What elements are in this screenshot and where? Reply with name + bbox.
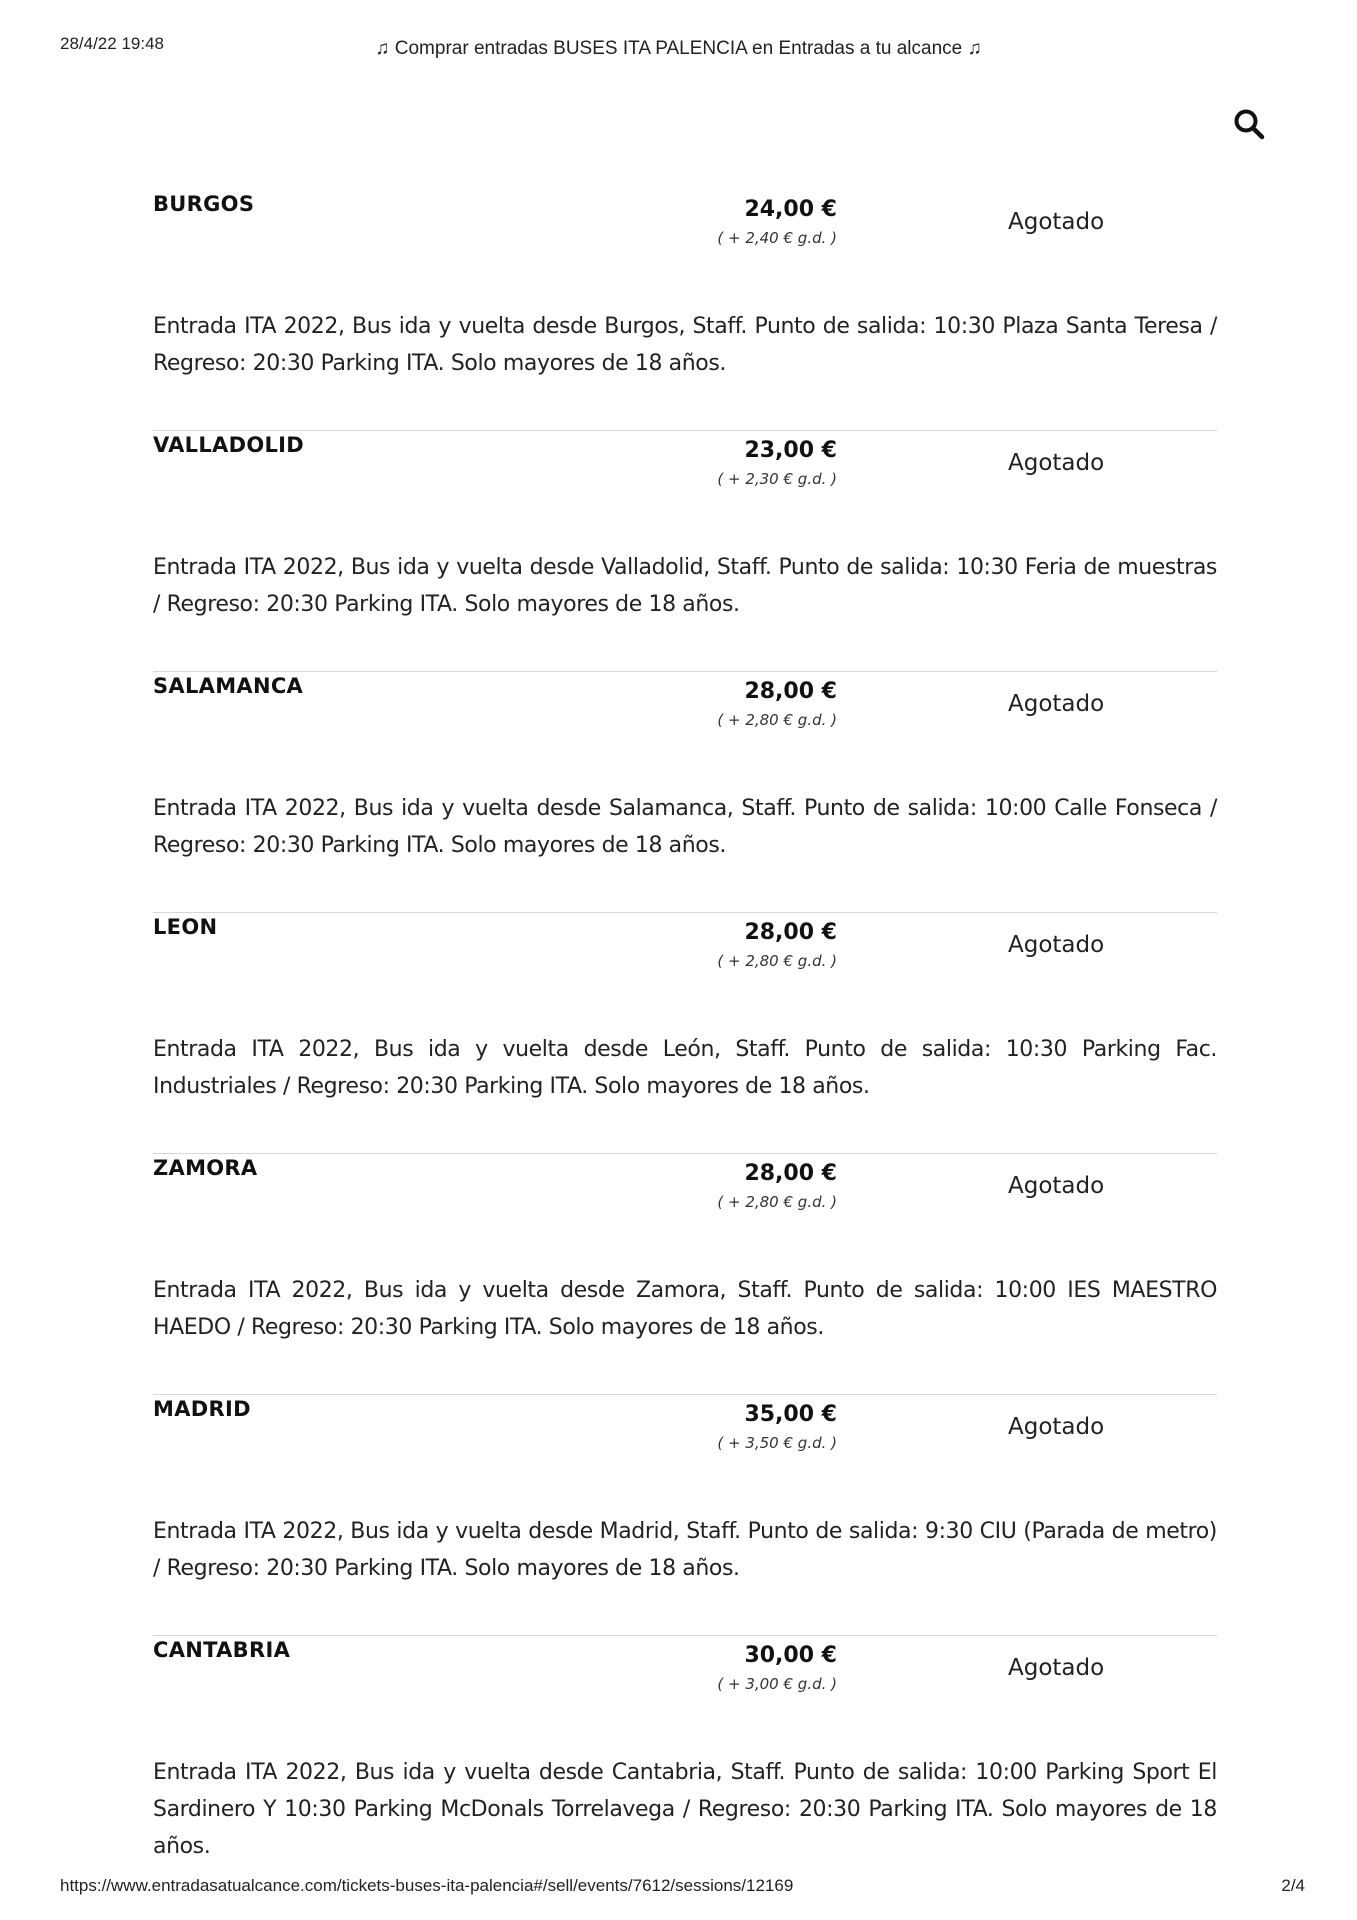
- ticket-description: Entrada ITA 2022, Bus ida y vuelta desde Zamora, Staff. Punto de salida: 10:00 IES MAESTRO HAEDO / Regreso: 20:30 Parking ITA. Solo mayores de 18 años.: [153, 1278, 1217, 1340]
- print-datetime: 28/4/22 19:48: [60, 34, 164, 53]
- ticket-price: 28,00 €: [744, 920, 837, 945]
- ticket-status-sold-out: Agotado: [1008, 1414, 1105, 1440]
- ticket-description: Entrada ITA 2022, Bus ida y vuelta desde Valladolid, Staff. Punto de salida: 10:30 Feria de muestras / Regreso: 20:30 Parking ITA. Solo mayores de 18 años.: [153, 555, 1217, 617]
- ticket-price: 30,00 €: [744, 1643, 837, 1668]
- ticket-price: 28,00 €: [744, 1161, 837, 1186]
- ticket-item: [153, 913, 1217, 1154]
- ticket-item: [153, 672, 1217, 913]
- ticket-name: CANTABRIA: [153, 1638, 291, 1662]
- print-header: [0, 0, 1357, 80]
- ticket-item: [153, 190, 1217, 431]
- ticket-price: 24,00 €: [744, 197, 837, 222]
- ticket-fee: ( + 2,80 € g.d. ): [717, 1193, 837, 1211]
- ticket-item: [153, 431, 1217, 672]
- print-page-title: [0, 38, 1357, 60]
- ticket-description: Entrada ITA 2022, Bus ida y vuelta desde Madrid, Staff. Punto de salida: 9:30 CIU (Parada de metro) / Regreso: 20:30 Parking ITA. Solo mayores de 18 años.: [153, 1519, 1217, 1581]
- ticket-description: Entrada ITA 2022, Bus ida y vuelta desde Salamanca, Staff. Punto de salida: 10:00 Calle Fonseca / Regreso: 20:30 Parking ITA. Solo mayores de 18 años.: [153, 796, 1217, 858]
- ticket-name: LEON: [153, 915, 218, 939]
- ticket-status-sold-out: Agotado: [1008, 691, 1105, 717]
- print-page-title-text: Comprar entradas BUSES ITA PALENCIA en Entradas a tu alcance: [394, 38, 963, 59]
- search-icon[interactable]: [1233, 108, 1265, 140]
- ticket-fee: ( + 2,80 € g.d. ): [717, 952, 837, 970]
- ticket-status-sold-out: Agotado: [1008, 450, 1105, 476]
- ticket-fee: ( + 3,50 € g.d. ): [717, 1434, 837, 1452]
- ticket-price: 28,00 €: [744, 679, 837, 704]
- ticket-name: VALLADOLID: [153, 433, 305, 457]
- ticket-fee: ( + 3,00 € g.d. ): [717, 1675, 837, 1693]
- print-footer-url: https://www.entradasatualcance.com/tickets-buses-ita-palencia#/sell/events/7612/sessions/12169: [60, 1876, 794, 1895]
- print-page-number: 2/4: [1281, 1876, 1305, 1895]
- ticket-status-sold-out: Agotado: [1008, 1655, 1105, 1681]
- ticket-status-sold-out: Agotado: [1008, 209, 1105, 235]
- ticket-description: Entrada ITA 2022, Bus ida y vuelta desde León, Staff. Punto de salida: 10:30 Parking Fac. Industriales / Regreso: 20:30 Parking ITA. Solo mayores de 18 años.: [153, 1037, 1217, 1099]
- ticket-description: Entrada ITA 2022, Bus ida y vuelta desde Cantabria, Staff. Punto de salida: 10:00 Parking Sport El Sardinero Y 10:30 Parking McDonals Torrelavega / Regreso: 20:30 Parking ITA. Solo mayores de 18 años.: [153, 1760, 1217, 1859]
- ticket-description: Entrada ITA 2022, Bus ida y vuelta desde Burgos, Staff. Punto de salida: 10:30 Plaza Santa Teresa / Regreso: 20:30 Parking ITA. Solo mayores de 18 años.: [153, 314, 1217, 376]
- ticket-item: [153, 1154, 1217, 1395]
- ticket-fee: ( + 2,40 € g.d. ): [717, 229, 837, 247]
- ticket-item: [153, 1395, 1217, 1636]
- ticket-name: BURGOS: [153, 192, 255, 216]
- ticket-list: [153, 190, 1217, 1906]
- ticket-name: SALAMANCA: [153, 674, 304, 698]
- ticket-status-sold-out: Agotado: [1008, 1173, 1105, 1199]
- ticket-name: MADRID: [153, 1397, 251, 1421]
- ticket-name: ZAMORA: [153, 1156, 258, 1180]
- ticket-item: [153, 1636, 1217, 1906]
- ticket-status-sold-out: Agotado: [1008, 932, 1105, 958]
- music-note-icon: ♫: [967, 38, 982, 59]
- music-note-icon: ♫: [375, 38, 390, 59]
- ticket-price: 35,00 €: [744, 1402, 837, 1427]
- ticket-fee: ( + 2,80 € g.d. ): [717, 711, 837, 729]
- ticket-fee: ( + 2,30 € g.d. ): [717, 470, 837, 488]
- ticket-price: 23,00 €: [744, 438, 837, 463]
